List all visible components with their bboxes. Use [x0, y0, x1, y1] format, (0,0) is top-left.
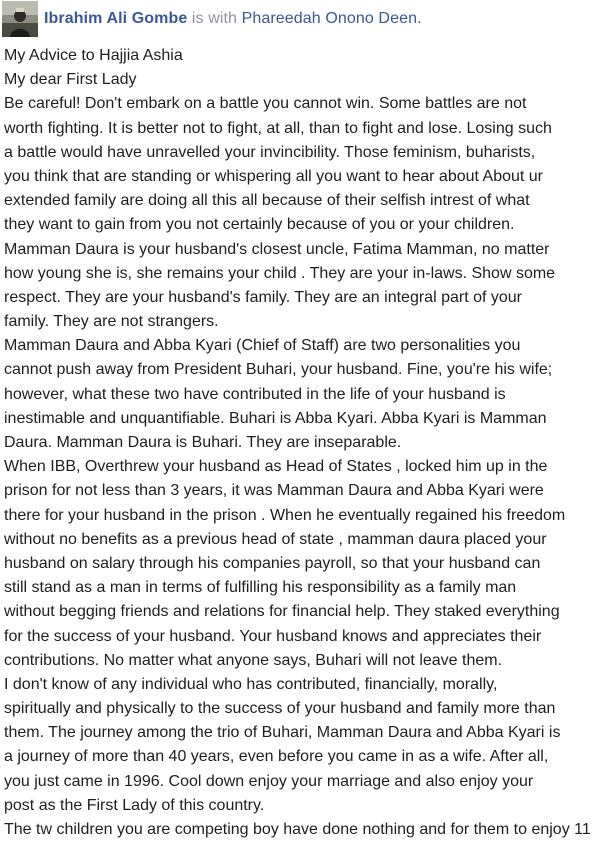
post-line: without begging friends and relations for financial help. They staked everything [4, 603, 560, 621]
post-line: husband on salary through his companies payroll, so that your husband can [4, 554, 541, 572]
post-line: contributions. No matter what anyone says, Buhari will not leave them. [4, 651, 503, 669]
post-line: family. They are not strangers. [4, 313, 219, 331]
post-text [4, 44, 596, 838]
post-line: When IBB, Overthrew your husband as Head of States , locked him up in the [4, 458, 548, 476]
post-line: cannot push away from President Buhari, your husband. Fine, you're his wife; [4, 361, 553, 379]
tagged-person-link[interactable]: Phareedah Onono Deen. [241, 10, 422, 27]
post-line: Mamman Daura is your husband's closest uncle, Fatima Mamman, no matter [4, 240, 550, 258]
author-name-link[interactable]: Ibrahim Ali Gombe [44, 10, 188, 27]
post-line: you think that are standing or whispering all you want to hear about About ur [4, 167, 544, 185]
post-line: Daura. Mamman Daura is Buhari. They are inseparable. [4, 434, 402, 451]
post-line: them. The journey among the trio of Buhari, Mamman Daura and Abba Kyari is [4, 724, 561, 742]
post-line: you just came in 1996. Cool down enjoy your marriage and also enjoy your [4, 772, 534, 790]
post-line: worth fighting. It is better not to fight, at all, than to fight and lose. Losing such [4, 119, 552, 137]
post-line: they want to gain from you not certainly because of you or your children. [4, 216, 515, 234]
post-line: inestimable and unquantifiable. Buhari is Abba Kyari. Abba Kyari is Mamman [4, 409, 547, 427]
post-line: My Advice to Hajjia Ashia [4, 47, 183, 64]
profile-photo-icon [2, 1, 38, 37]
avatar[interactable] [2, 1, 38, 37]
header-line [44, 10, 422, 28]
post-line: without no benefits as a previous head of state , mamman daura placed your [4, 530, 547, 548]
post-line: for the success of your husband. Your husband knows and appreciates their [4, 627, 542, 645]
post-line: however, what these two have contributed in the life of your husband is [4, 385, 506, 403]
post-header [0, 0, 600, 42]
post-line: a journey of more than 40 years, even before you came in as a wife. After all, [4, 748, 549, 766]
post-line: spiritually and physically to the success of your husband and family more than [4, 700, 556, 718]
with-text: is with [191, 10, 238, 27]
post-line: a battle would have unravelled your invincibility. Those feminism, buharists, [4, 143, 536, 161]
post-line: there for your husband in the prison . When he eventually regained his freedom [4, 506, 566, 524]
post-line: post as the First Lady of this country. [4, 796, 265, 814]
post-line: My dear First Lady [4, 71, 137, 89]
post-line: still stand as a man in terms of fulfilling his responsibility as a family man [4, 579, 517, 597]
post-line: prison for not less than 3 years, it was Mamman Daura and Abba Kyari were [4, 482, 544, 500]
post-line: extended family are doing all this all because of their selfish intrest of what [4, 192, 530, 210]
post-line: how young she is, she remains your child . They are your in-laws. Show some [4, 264, 556, 282]
post-line-clipped: The tw children you are competing boy have done nothing and for them to enjoy 11 [4, 821, 591, 838]
post-line: I don't know of any individual who has contributed, financially, morally, [4, 675, 498, 693]
post-line: Be careful! Don't embark on a battle you cannot win. Some battles are not [4, 95, 527, 113]
post-line: respect. They are your husband's family. They are an integral part of your [4, 288, 522, 306]
post-line: Mamman Daura and Abba Kyari (Chief of Staff) are two personalities you [4, 337, 521, 355]
